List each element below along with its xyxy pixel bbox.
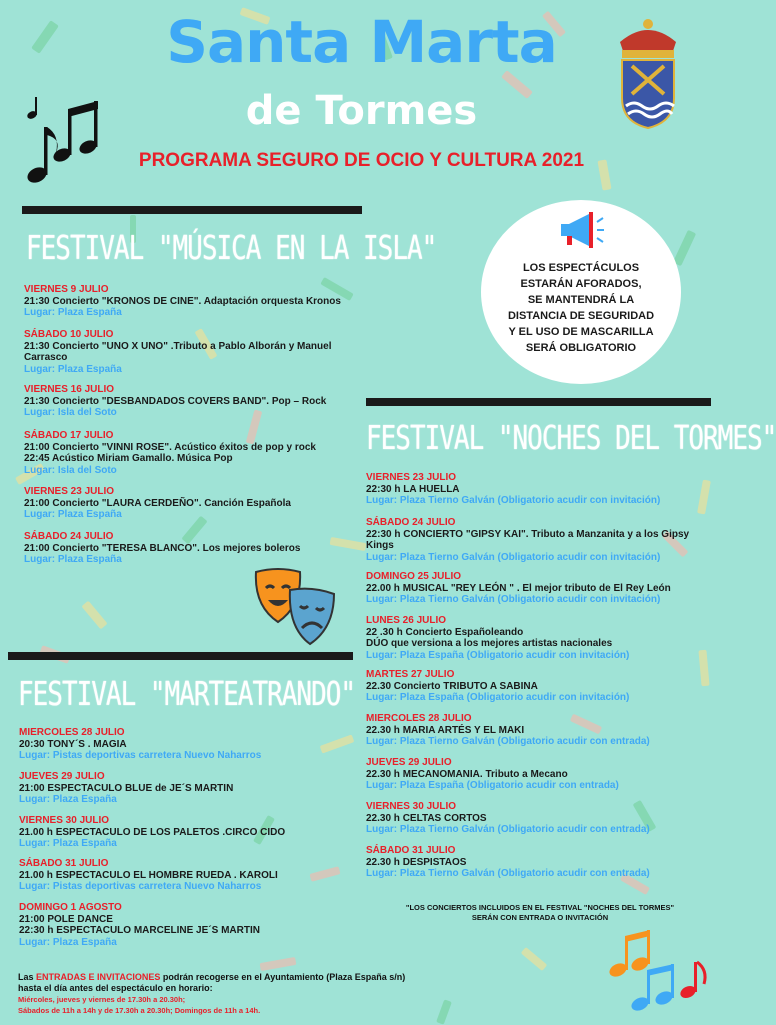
event-day: VIERNES 23 JULIO bbox=[24, 486, 115, 497]
event-location: Lugar: Plaza España bbox=[19, 936, 117, 948]
event-day: MIERCOLES 28 JULIO bbox=[366, 713, 472, 724]
notice-line: Y EL USO DE MASCARILLA bbox=[508, 326, 654, 338]
event-day: VIERNES 9 JULIO bbox=[24, 284, 109, 295]
event-tormes-6 bbox=[366, 713, 716, 748]
event-line: 21:00 ESPECTACULO BLUE de JE´S MARTIN bbox=[19, 782, 234, 794]
event-line: 21:30 Concierto "UNO X UNO" .Tributo a Pablo Alborán y Manuel bbox=[24, 340, 332, 352]
event-location: Lugar: Plaza España bbox=[19, 838, 117, 849]
section-divider bbox=[22, 206, 362, 214]
event-line: DÚO que versiona a los mejores artistas nacionales bbox=[366, 638, 613, 649]
event-day: LUNES 26 JULIO bbox=[366, 615, 447, 626]
event-day: JUEVES 29 JULIO bbox=[366, 757, 452, 768]
event-line: 22.00 h MUSICAL "REY LEÓN " . El mejor tributo de El Rey León bbox=[366, 582, 671, 594]
event-line: 22:45 Acústico Miriam Gamallo. Música Pop bbox=[24, 453, 233, 464]
event-line: 21:00 Concierto "LAURA CERDEÑO". Canción Española bbox=[24, 497, 291, 509]
event-line: 22:30 h ESPECTACULO MARCELINE JE´S MARTIN bbox=[19, 925, 260, 936]
event-location: Lugar: Plaza España bbox=[24, 554, 122, 565]
event-day: MIERCOLES 28 JULIO bbox=[19, 727, 125, 738]
note-line: SERÁN CON ENTRADA O INVITACIÓN bbox=[471, 913, 609, 922]
event-line: 21.00 h ESPECTACULO DE LOS PALETOS .CIRCO CIDO bbox=[19, 826, 286, 838]
event-teatro-4 bbox=[19, 858, 359, 893]
event-day: SÁBADO 24 JULIO bbox=[24, 531, 114, 542]
theater-masks-icon bbox=[250, 566, 342, 648]
event-location: Lugar: Plaza España bbox=[24, 509, 122, 520]
notice-line: LOS ESPECTÁCULOS bbox=[522, 262, 640, 274]
event-line: 22:30 h CONCIERTO "GIPSY KAI". Tributo a Manzanita y a los Gipsy bbox=[366, 528, 690, 540]
notice-line: ESTARÁN AFORADOS, bbox=[520, 278, 642, 290]
event-tormes-8 bbox=[366, 801, 716, 836]
note-line: "LOS CONCIERTOS INCLUIDOS EN EL FESTIVAL "NOCHES DEL TORMES" bbox=[405, 903, 675, 912]
festival-tormes-title: FESTIVAL "NOCHES DEL TORMES" bbox=[366, 420, 776, 458]
notice-circle bbox=[481, 200, 681, 384]
event-line: 22.30 h CELTAS CORTOS bbox=[366, 812, 487, 824]
event-isla-2 bbox=[24, 329, 384, 375]
event-line: 21:30 Concierto "DESBANDADOS COVERS BAND". Pop – Rock bbox=[24, 395, 327, 407]
event-tormes-5 bbox=[366, 669, 716, 704]
event-location: Lugar: Plaza Tierno Galván (Obligatorio acudir con entrada) bbox=[366, 868, 650, 879]
event-tormes-1 bbox=[366, 472, 716, 507]
event-day: SÁBADO 24 JULIO bbox=[366, 517, 456, 528]
event-location: Lugar: Plaza Tierno Galván (Obligatorio acudir con entrada) bbox=[366, 824, 650, 835]
section-divider bbox=[8, 652, 353, 660]
event-line: 20:30 TONY´S . MAGIA bbox=[19, 738, 127, 750]
event-line: 21.00 h ESPECTACULO EL HOMBRE RUEDA . KAROLI bbox=[19, 869, 278, 881]
event-location: Lugar: Plaza España (Obligatorio acudir con entrada) bbox=[366, 780, 619, 791]
ticket-info-text: Las bbox=[18, 972, 37, 982]
event-tormes-2 bbox=[366, 517, 716, 563]
event-location: Lugar: Plaza España (Obligatorio acudir con invitación) bbox=[366, 692, 630, 703]
event-location: Lugar: Pistas deportivas carretera Nuevo Naharros bbox=[19, 750, 262, 761]
event-day: JUEVES 29 JULIO bbox=[19, 771, 105, 782]
event-location: Lugar: Plaza Tierno Galván (Obligatorio acudir con entrada) bbox=[366, 736, 650, 747]
event-day: SÁBADO 10 JULIO bbox=[24, 329, 114, 340]
event-line: 21:00 Concierto "TERESA BLANCO". Los mejores boleros bbox=[24, 542, 301, 554]
event-location: Lugar: Plaza España bbox=[24, 307, 122, 318]
event-teatro-1 bbox=[19, 727, 359, 762]
event-day: SÁBADO 31 JULIO bbox=[366, 845, 456, 856]
ticket-info-line: hasta el día antes del espectáculo en horario: bbox=[18, 983, 213, 993]
page-title: Santa Marta bbox=[166, 8, 557, 76]
notice-line: SE MANTENDRÁ LA bbox=[527, 294, 635, 306]
event-location: Lugar: Isla del Soto bbox=[24, 464, 117, 476]
ticket-info-text: podrán recogerse en el Ayuntamiento (Plaza España s/n) bbox=[160, 972, 406, 982]
event-line: 22:30 h LA HUELLA bbox=[366, 483, 460, 495]
event-line: Carrasco bbox=[24, 352, 68, 363]
ticket-info bbox=[18, 972, 438, 1016]
event-location: Lugar: Plaza Tierno Galván (Obligatorio acudir con invitación) bbox=[366, 495, 661, 506]
festival-teatro-title: FESTIVAL "MARTEATRANDO" bbox=[18, 676, 356, 714]
event-day: SÁBADO 31 JULIO bbox=[19, 858, 109, 869]
event-tormes-9 bbox=[366, 845, 716, 880]
event-teatro-3 bbox=[19, 815, 359, 850]
event-isla-5 bbox=[24, 486, 384, 521]
event-line: Kings bbox=[366, 540, 394, 551]
event-location: Lugar: Plaza España bbox=[19, 794, 117, 805]
event-day: VIERNES 30 JULIO bbox=[366, 801, 457, 812]
event-day: VIERNES 30 JULIO bbox=[19, 815, 110, 826]
event-day: VIERNES 16 JULIO bbox=[24, 384, 115, 395]
event-isla-4 bbox=[24, 430, 384, 476]
megaphone-icon bbox=[557, 210, 605, 250]
colorful-notes-icon bbox=[604, 926, 714, 1016]
tormes-entry-note bbox=[380, 903, 700, 923]
event-location: Lugar: Plaza Tierno Galván (Obligatorio acudir con invitación) bbox=[366, 594, 661, 605]
event-day: VIERNES 23 JULIO bbox=[366, 472, 457, 483]
event-line: 22 .30 h Concierto Españoleando bbox=[366, 626, 524, 638]
event-isla-6 bbox=[24, 531, 384, 566]
event-location: Lugar: Pistas deportivas carretera Nuevo Naharros bbox=[19, 881, 262, 892]
event-location: Lugar: Plaza España (Obligatorio acudir con invitación) bbox=[366, 649, 630, 661]
event-line: 21:30 Concierto "KRONOS DE CINE". Adaptación orquesta Kronos bbox=[24, 295, 341, 307]
event-line: 21:00 Concierto "VINNI ROSE". Acústico éxitos de pop y rock bbox=[24, 441, 316, 453]
event-line: 22.30 h MARIA ARTÉS Y EL MAKI bbox=[366, 724, 525, 736]
event-tormes-7 bbox=[366, 757, 716, 792]
festival-isla-title: FESTIVAL "MÚSICA EN LA ISLA" bbox=[26, 230, 437, 268]
event-tormes-3 bbox=[366, 571, 716, 606]
page-title-secondary: de Tormes bbox=[245, 88, 478, 134]
event-tormes-4 bbox=[366, 615, 716, 661]
event-location: Lugar: Plaza España bbox=[24, 363, 122, 375]
event-teatro-2 bbox=[19, 771, 359, 806]
event-location: Lugar: Plaza Tierno Galván (Obligatorio acudir con invitación) bbox=[366, 551, 661, 563]
event-line: 22.30 Concierto TRIBUTO A SABINA bbox=[366, 680, 538, 692]
notice-line: DISTANCIA DE SEGURIDAD bbox=[507, 310, 655, 322]
ticket-info-highlight: ENTRADAS E INVITACIONES bbox=[36, 972, 161, 982]
event-day: SÁBADO 17 JULIO bbox=[24, 430, 114, 441]
section-divider bbox=[366, 398, 711, 406]
notice-line: SERÁ OBLIGATORIO bbox=[525, 342, 637, 354]
event-teatro-5 bbox=[19, 902, 359, 948]
event-day: MARTES 27 JULIO bbox=[366, 669, 455, 680]
program-subtitle: PROGRAMA SEGURO DE OCIO Y CULTURA 2021 bbox=[138, 150, 585, 171]
event-line: 22.30 h MECANOMANIA. Tributo a Mecano bbox=[366, 768, 568, 780]
event-location: Lugar: Isla del Soto bbox=[24, 407, 117, 418]
event-isla-3 bbox=[24, 384, 384, 419]
ticket-info-line bbox=[18, 972, 438, 983]
event-day: DOMINGO 25 JULIO bbox=[366, 571, 462, 582]
event-line: 21:00 POLE DANCE bbox=[19, 913, 113, 925]
ticket-schedule-line: Miércoles, jueves y viernes de 17.30h a 20.30h; bbox=[18, 995, 186, 1004]
event-day: DOMINGO 1 AGOSTO bbox=[19, 902, 122, 913]
event-isla-1 bbox=[24, 284, 384, 319]
event-line: 22.30 h DESPISTAOS bbox=[366, 856, 467, 868]
ticket-schedule-line: Sábados de 11h a 14h y de 17.30h a 20.30h; Domingos de 11h a 14h. bbox=[18, 1006, 261, 1015]
